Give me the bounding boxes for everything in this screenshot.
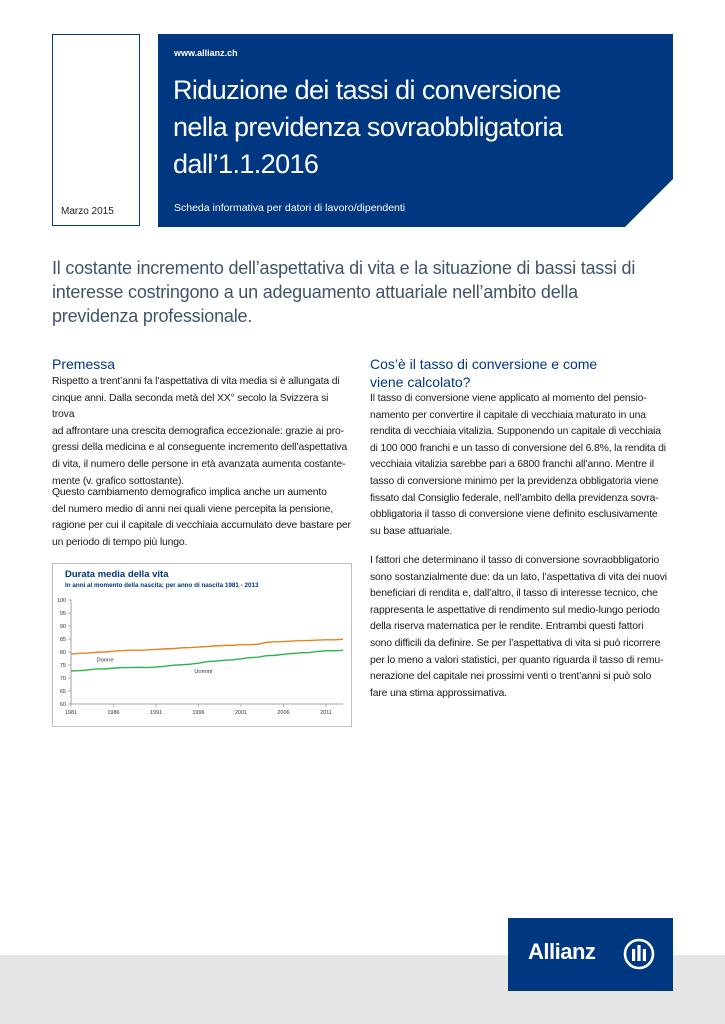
- x-tick-label: 1986: [107, 710, 120, 716]
- chart-subtitle: In anni al momento della nascita; per anno di nascita 1981 - 2013: [65, 582, 259, 589]
- header-banner: [158, 34, 673, 227]
- text-line: della riserva matematica per le rendite. Entrambi questi fattori: [370, 621, 644, 633]
- y-tick-label: 60: [59, 702, 66, 708]
- text-line: namento per convertire il capitale di vecchiaia maturato in una: [370, 409, 646, 421]
- series-label-uomini: Uomini: [194, 669, 213, 676]
- heading-line: viene calcolato?: [370, 374, 471, 390]
- section-heading-premessa: Premessa: [52, 356, 116, 372]
- logo-wordmark: Allianz: [528, 939, 596, 964]
- website-link[interactable]: www.allianz.ch: [174, 48, 238, 58]
- text-line: tasso di conversione minimo per la previdenza obbligatoria viene: [370, 475, 659, 487]
- text-line: ad affrontare una crescita demografica eccezionale: grazie ai pro-: [52, 425, 344, 437]
- x-tick-label: 2006: [277, 710, 290, 716]
- text-line: rappresenta le aspettative di rendimento sul medio-lungo periodo: [370, 604, 660, 616]
- y-tick-label: 75: [59, 663, 66, 669]
- y-tick-label: 80: [59, 650, 66, 656]
- y-tick-label: 85: [59, 637, 66, 643]
- series-label-donne: Donne: [96, 657, 114, 664]
- text-line: per lo meno a valori statistici, per quanto riguarda il tasso di remu-: [370, 654, 664, 666]
- chart-plot-area: [53, 564, 351, 726]
- chart-title: Durata media della vita: [65, 569, 169, 580]
- allianz-eagle-icon: [623, 938, 655, 970]
- paragraph-premessa-1: [52, 374, 352, 490]
- publication-date: Marzo 2015: [61, 206, 114, 217]
- text-line: Rispetto a trent’anni fa l’aspettativa di vita media si è allungata di: [52, 376, 340, 387]
- text-line: su base attuariale.: [370, 525, 453, 537]
- x-tick-label: 2011: [320, 710, 332, 716]
- title-line: nella previdenza sovraobbligatoria: [173, 112, 563, 142]
- text-line: I fattori che determinano il tasso di conversione sovraobbligatorio: [370, 555, 660, 566]
- y-tick-label: 70: [59, 676, 66, 682]
- text-line: rendita di vecchiaia vitalizia. Supponendo un capitale di vecchiaia: [370, 426, 661, 438]
- section-heading-tasso: [370, 355, 597, 391]
- life-expectancy-chart: [52, 563, 352, 727]
- document-subtitle: Scheda informativa per datori di lavoro/dipendenti: [174, 202, 406, 214]
- text-line: cinque anni. Dalla seconda metà del XX° secolo la Svizzera si trova: [52, 392, 329, 421]
- text-line: nerazione del capitale nei prossimi venti o trent’anni si può solo: [370, 671, 652, 683]
- x-tick-label: 1981: [64, 710, 78, 716]
- title-line: Riduzione dei tassi di conversione: [173, 75, 561, 105]
- title-line: dall’1.1.2016: [173, 149, 319, 179]
- heading-line: Cos’è il tasso di conversione e come: [370, 356, 598, 372]
- x-tick-label: 2001: [234, 710, 248, 716]
- date-box: [52, 34, 140, 226]
- text-line: mente (v. grafico sottostante).: [52, 475, 185, 487]
- text-line: Il tasso di conversione viene applicato al momento del pensio-: [370, 393, 647, 404]
- paragraph-premessa-2: [52, 485, 352, 551]
- series-line-donne: [71, 639, 343, 654]
- text-line: di vita, il numero delle persone in età avanzata aumenta costante-: [52, 458, 346, 470]
- intro-paragraph: Il costante incremento dell’aspettativa di vita e la situazione di bassi tassi di interesse costringono a un adeguamento attuariale nell’ambito della previdenza professionale.: [52, 258, 636, 326]
- text-line: di 100 000 franchi e un tasso di conversione del 6.8%, la rendita di: [370, 442, 666, 454]
- text-line: sono sostanzialmente due: da un lato, l’aspettativa di vita dei nuovi: [370, 571, 667, 583]
- text-line: fissato dal Consiglio federale, nell’ambito della previdenza sovra-: [370, 492, 659, 504]
- y-tick-label: 95: [59, 611, 66, 617]
- x-tick-label: 1991: [149, 710, 163, 716]
- paragraph-tasso-1: [370, 391, 675, 540]
- text-line: beneficiari di rendita e, dall’altro, il tasso di interesse tecnico, che: [370, 588, 658, 600]
- text-line: sono difficili da definire. Se per l’aspettativa di vita si può ricorrere: [370, 637, 661, 649]
- x-tick-label: 1996: [192, 710, 205, 716]
- text-line: vecchiaia vitalizia sarebbe pari a 6800 franchi all’anno. Mentre il: [370, 459, 654, 471]
- text-line: un periodo di tempo più lungo.: [52, 536, 188, 548]
- document-title: [173, 72, 623, 183]
- allianz-logo: [508, 918, 673, 991]
- text-line: gressi della medicina e al conseguente incremento dell’aspettativa: [52, 442, 348, 454]
- y-tick-label: 65: [59, 689, 66, 695]
- text-line: obbligatoria il tasso di conversione viene definito esclusivamente: [370, 509, 658, 521]
- text-line: del numero medio di anni nei quali viene percepita la pensione,: [52, 503, 334, 515]
- text-line: fare una stima approssimativa.: [370, 687, 507, 699]
- header-corner-cut: [625, 179, 673, 227]
- y-tick-label: 90: [59, 624, 66, 630]
- y-tick-label: 100: [56, 598, 66, 604]
- text-line: Questo cambiamento demografico implica anche un aumento: [52, 487, 327, 498]
- text-line: ragione per cui il capitale di vecchiaia accumulato deve bastare per: [52, 520, 351, 532]
- paragraph-tasso-2: [370, 553, 675, 702]
